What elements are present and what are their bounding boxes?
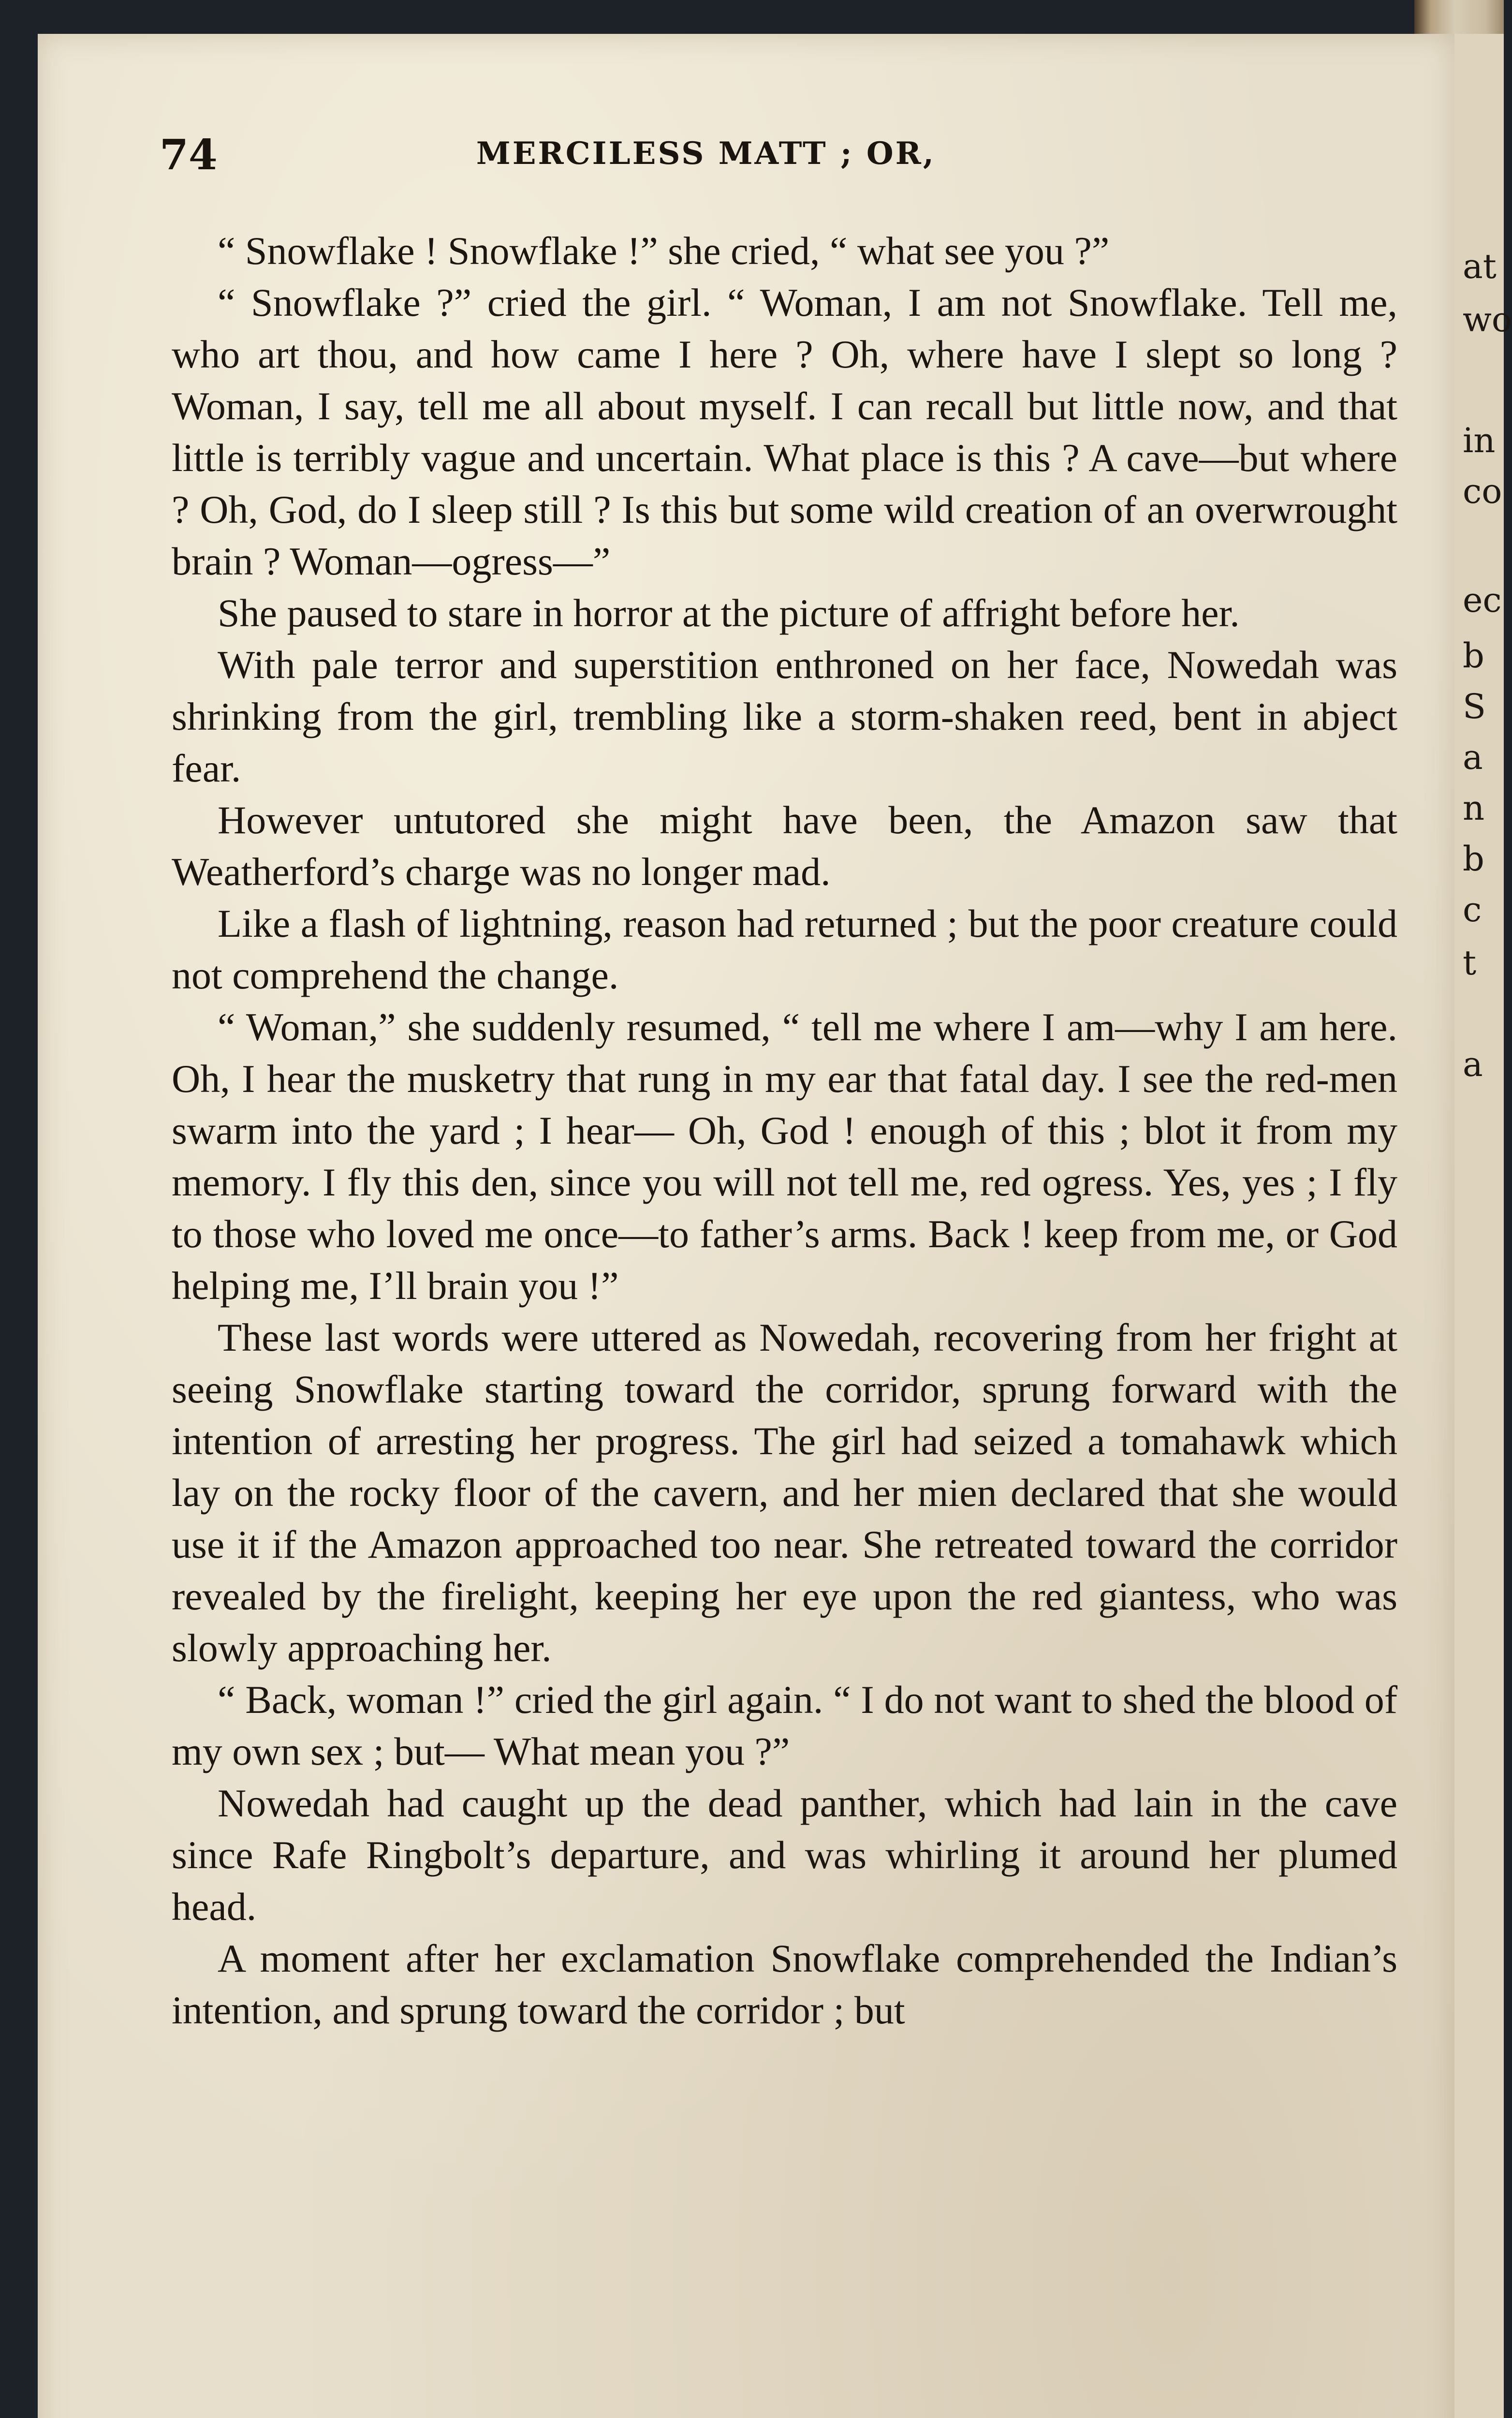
- adjacent-fragment: c: [1463, 890, 1482, 929]
- paragraph: Nowedah had caught up the dead panther, which had lain in the cave since Rafe Ringbolt’s departure, and was whirling it around her plumed head.: [172, 1781, 1397, 1929]
- adjacent-fragment: ec: [1463, 580, 1502, 620]
- paragraph: These last words were uttered as Nowedah, recovering from her fright at seeing Snowflake starting toward the corridor, sprung forward with the intention of arresting her progress. The girl had seized a tomahawk which lay on the rocky floor of the cavern, and her mien declared that she would use it if the Amazon approached too near. She retreated toward the corridor revealed by the firelight, keeping her eye upon the red giantess, who was slowly approaching her.: [172, 1315, 1397, 1670]
- paragraph: “ Back, woman !” cried the girl again. “ I do not want to shed the blood of my own sex ; but— What mean you ?”: [172, 1678, 1397, 1773]
- paragraph: Like a flash of lightning, reason had returned ; but the poor creature could not comprehend the change.: [172, 901, 1397, 997]
- adjacent-fragment: b: [1463, 839, 1484, 879]
- adjacent-fragment: co: [1463, 472, 1502, 511]
- adjacent-fragment: t: [1463, 943, 1477, 983]
- paragraph: “ Snowflake ?” cried the girl. “ Woman, I am not Snowflake. Tell me, who art thou, and how came I here ? Oh, where have I slept so long ? Woman, I say, tell me all about myself. I can recall but little now, and that little is terribly vague and uncertain. What place is this ? A cave—but where ? Oh, God, do I sleep still ? Is this but some wild creation of an overwrought brain ? Woman—ogress—”: [172, 280, 1397, 583]
- page-header: [160, 131, 1397, 184]
- body-text: [172, 225, 1397, 2036]
- adjacent-fragment: S: [1463, 687, 1486, 726]
- adjacent-fragment: a: [1463, 1045, 1483, 1084]
- adjacent-fragment: at: [1463, 247, 1497, 286]
- paragraph: A moment after her exclamation Snowflake comprehended the Indian’s intention, and sprung toward the corridor ; but: [172, 1936, 1397, 2032]
- running-head: MERCILESS MATT ; OR,: [476, 135, 936, 172]
- paragraph: However untutored she might have been, the Amazon saw that Weatherford’s charge was no longer mad.: [172, 798, 1397, 894]
- paragraph: “ Snowflake ! Snowflake !” she cried, “ what see you ?”: [218, 229, 1110, 273]
- adjacent-fragment: n: [1463, 788, 1485, 828]
- adjacent-fragment: in: [1463, 421, 1496, 460]
- paragraph: With pale terror and superstition enthroned on her face, Nowedah was shrinking from the girl, trembling like a storm-shaken reed, bent in abject fear.: [172, 643, 1397, 790]
- adjacent-fragment: wo: [1463, 300, 1512, 339]
- adjacent-fragment: a: [1463, 737, 1483, 777]
- paragraph: She paused to stare in horror at the picture of affright before her.: [218, 591, 1240, 635]
- paragraph: “ Woman,” she suddenly resumed, “ tell me where I am—why I am here. Oh, I hear the musketry that rung in my ear that fatal day. I see the red-men swarm into the yard ; I hear— Oh, God ! enough of this ; blot it from my memory. I fly this den, since you will not tell me, red ogress. Yes, yes ; I fly to those who loved me once—to father’s arms. Back ! keep from me, or God helping me, I’ll brain you !”: [172, 1005, 1397, 1308]
- adjacent-fragment: b: [1463, 636, 1484, 676]
- page-number: 74: [160, 131, 218, 179]
